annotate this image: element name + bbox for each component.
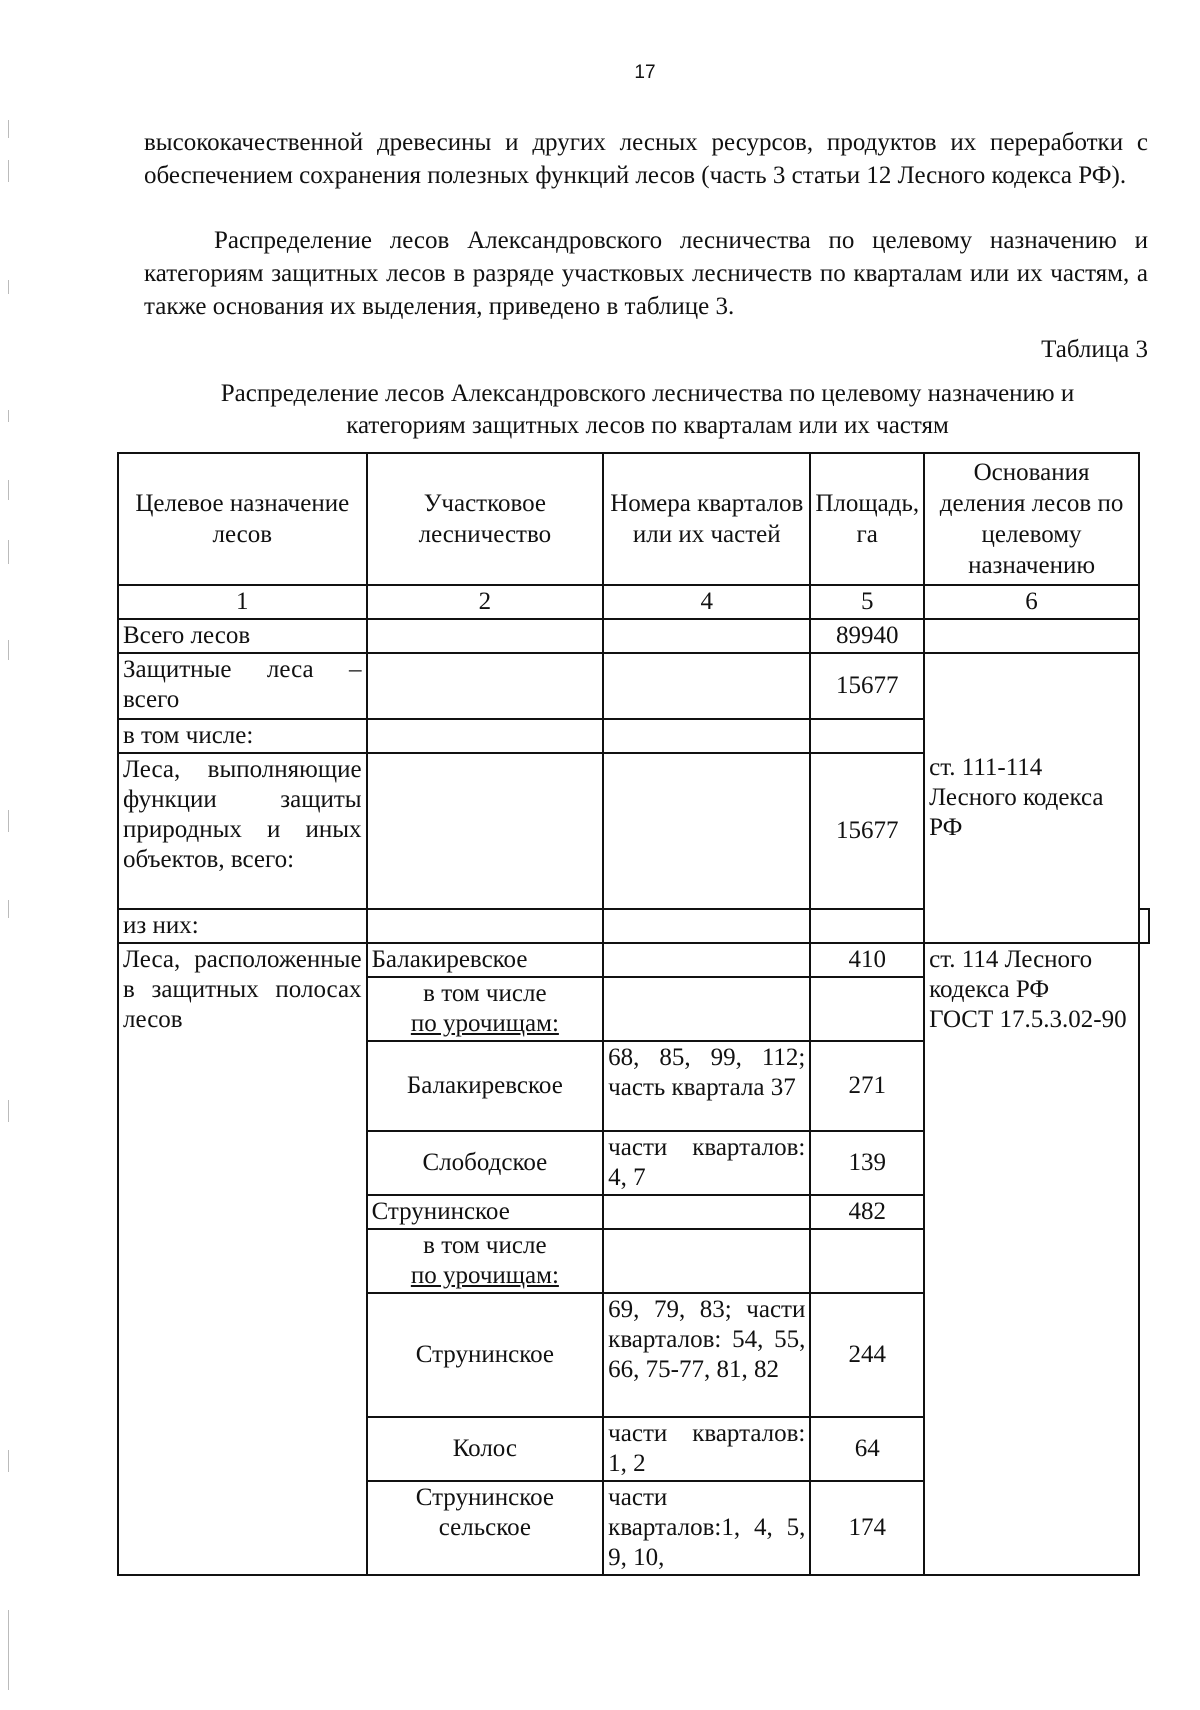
empty-cell — [810, 719, 924, 753]
area-value: 244 — [810, 1293, 924, 1417]
row-label: Всего лесов — [118, 619, 367, 653]
table-row — [118, 653, 1149, 719]
forest-distribution-table — [117, 452, 1150, 1576]
table-header-row — [118, 453, 1149, 585]
quarter-numbers: части кварталов: 1, 2 — [603, 1417, 810, 1481]
column-header: Номера кварталов или их частей — [603, 453, 810, 585]
area-value: 139 — [810, 1131, 924, 1195]
scan-margin-marks — [0, 120, 30, 1700]
paragraph-continuation: высококачественной древесины и других лесных ресурсов, продуктов их переработки с обеспечением сохранения полезных функций лесов (часть 3 статьи 12 Лесного кодекса РФ). — [144, 129, 1148, 189]
tracts-label-line: в том числе — [423, 980, 547, 1007]
empty-cell — [603, 909, 810, 943]
empty-cell — [603, 619, 810, 653]
column-number: 4 — [603, 585, 810, 619]
table-row — [118, 619, 1149, 653]
quarter-numbers: части кварталов: 4, 7 — [603, 1131, 810, 1195]
area-value: 15677 — [810, 653, 924, 719]
tracts-label-line: по урочищам: — [410, 1010, 559, 1037]
area-value: 64 — [810, 1417, 924, 1481]
empty-cell — [810, 977, 924, 1041]
row-label: в том числе: — [118, 719, 367, 753]
table-caption — [120, 378, 1175, 442]
tract-name: Слободское — [367, 1131, 604, 1195]
empty-cell — [367, 653, 604, 719]
empty-cell — [603, 1195, 810, 1229]
empty-cell — [603, 1229, 810, 1293]
column-header: Основания деления лесов по целевому назначению — [924, 453, 1139, 585]
table-caption-line: Распределение лесов Александровского лесничества по целевому назначению и — [220, 380, 1075, 407]
column-number: 1 — [118, 585, 367, 619]
basis-cell: ст. 111-114 Лесного кодекса РФ — [924, 653, 1139, 943]
column-header: Участковое лесничество — [367, 453, 604, 585]
forestry-name: Струнинское — [367, 1195, 604, 1229]
column-number: 6 — [924, 585, 1139, 619]
row-label: Леса, расположенные в защитных полосах лесов — [118, 943, 367, 1575]
area-value: 89940 — [810, 619, 924, 653]
table-label: Таблица 3 — [1041, 336, 1148, 363]
empty-cell — [810, 1229, 924, 1293]
empty-cell — [603, 753, 810, 909]
page-number: 17 — [634, 62, 656, 83]
tract-name: Струнинское — [367, 1293, 604, 1417]
basis-cell — [924, 943, 1139, 1575]
tract-name: Струнинское сельское — [367, 1481, 604, 1575]
column-header: Целевое назначение лесов — [118, 453, 367, 585]
empty-cell — [367, 619, 604, 653]
tracts-label — [367, 977, 604, 1041]
tracts-label — [367, 1229, 604, 1293]
empty-cell — [603, 653, 810, 719]
empty-cell — [367, 719, 604, 753]
forestry-name: Балакиревское — [367, 943, 604, 977]
quarter-numbers: 69, 79, 83; части кварталов: 54, 55, 66, 75-77, 81, 82 — [603, 1293, 810, 1417]
table-caption-line: категориям защитных лесов по кварталам или их частям — [346, 412, 949, 439]
tract-name: Балакиревское — [367, 1041, 604, 1131]
column-number: 5 — [810, 585, 924, 619]
empty-cell — [367, 753, 604, 909]
empty-cell — [810, 909, 924, 943]
area-value: 271 — [810, 1041, 924, 1131]
empty-cell — [924, 619, 1139, 653]
column-number: 2 — [367, 585, 604, 619]
tracts-label-line: по урочищам: — [410, 1262, 559, 1289]
column-number-row — [118, 585, 1149, 619]
row-label: Защитные леса – всего — [118, 653, 367, 719]
tract-name: Колос — [367, 1417, 604, 1481]
column-header: Площадь, га — [810, 453, 924, 585]
area-value: 15677 — [810, 753, 924, 909]
basis-text: ГОСТ 17.5.3.02-90 — [929, 1006, 1127, 1033]
empty-cell — [367, 909, 604, 943]
row-label: Леса, выполняющие функции защиты природных и иных объектов, всего: — [118, 753, 367, 909]
quarter-numbers: 68, 85, 99, 112; часть квартала 37 — [603, 1041, 810, 1131]
empty-cell — [603, 943, 810, 977]
quarter-numbers: части кварталов:1, 4, 5, 9, 10, — [603, 1481, 810, 1575]
tracts-label-line: в том числе — [423, 1232, 547, 1259]
table-row — [118, 943, 1149, 977]
paragraph-distribution: Распределение лесов Александровского лесничества по целевому назначению и категориям защитных лесов в разряде участковых лесничеств по кварталам или их частям, а также основания их выделения, приведено в таблице 3. — [144, 227, 1148, 320]
area-value: 410 — [810, 943, 924, 977]
empty-cell — [1139, 909, 1149, 943]
area-value: 174 — [810, 1481, 924, 1575]
area-value: 482 — [810, 1195, 924, 1229]
empty-cell — [603, 977, 810, 1041]
empty-cell — [603, 719, 810, 753]
basis-text: ст. 114 Лесного кодекса РФ — [929, 946, 1093, 1003]
row-label: из них: — [118, 909, 367, 943]
